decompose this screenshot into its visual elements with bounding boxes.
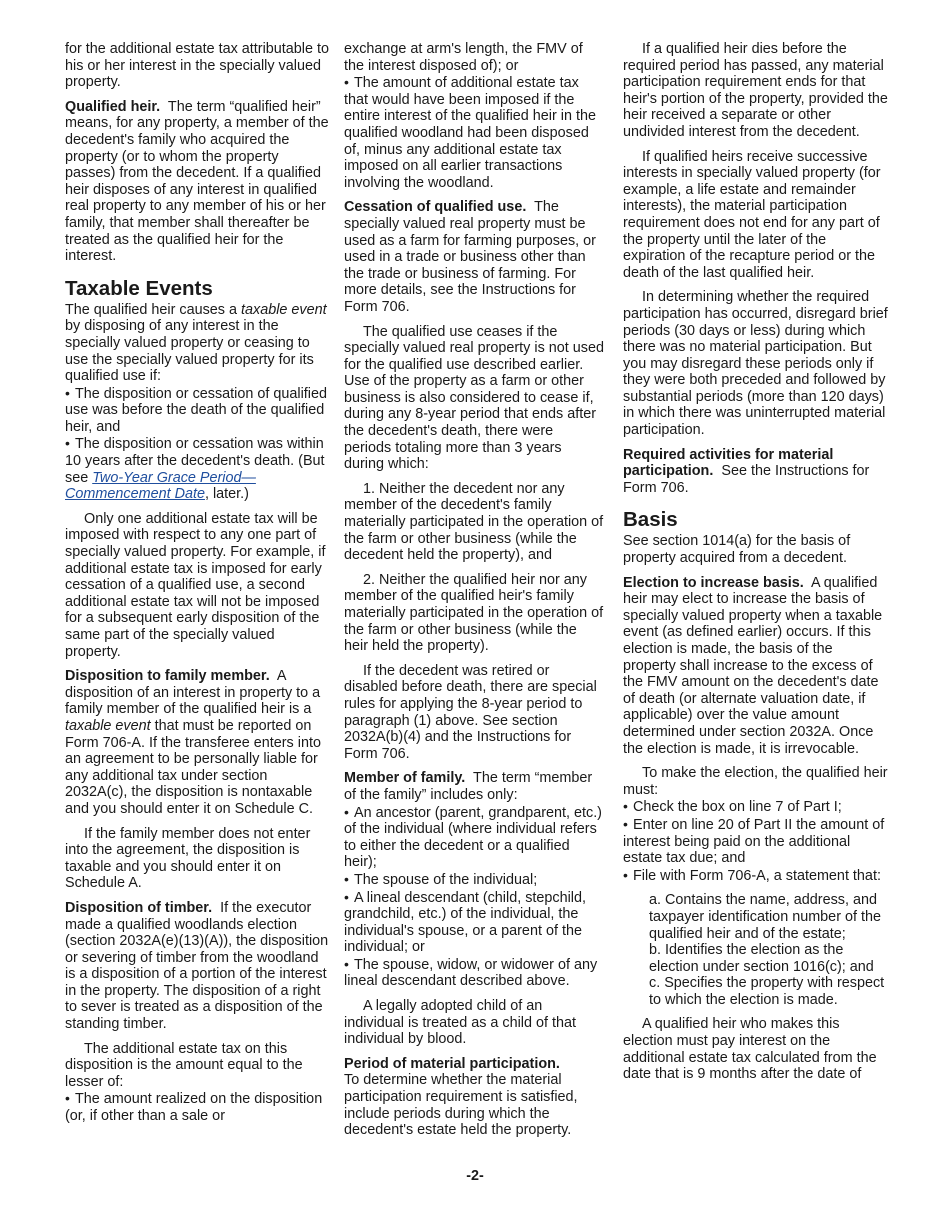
paragraph: for the additional estate tax attributable to his or her interest in the specially valued property.	[65, 41, 329, 91]
run-in-heading: Disposition to family member.	[65, 668, 270, 685]
paragraph: If the family member does not enter into the agreement, the disposition is taxable and you should enter it on Schedule A.	[65, 825, 311, 892]
italic-term: taxable event	[65, 717, 151, 734]
bullet-item: • Check the box on line 7 of Part I;	[623, 798, 888, 816]
paragraph: In determining whether the required participation has occurred, disregard brief periods (30 days or less) during which there was no material participation. But you may disregard these periods only if they were both preceded and followed by substantial periods (more than 120 days) in which there was uninterrupted material participation.	[623, 289, 888, 439]
paragraph-text: If the executor made a qualified woodlands election (section 2032A(e)(13)(A)), the disposition or severing of timber from the woodland is a disposition of a portion of the interest in the property. The disposition of a right to sever is treated as a disposition of the standing timber.	[65, 899, 329, 1033]
paragraph-required-activities	[623, 447, 888, 497]
bullet-item: • The spouse of the individual;	[344, 871, 604, 889]
bullet-item: • File with Form 706-A, a statement that:	[623, 867, 888, 885]
paragraph-text: See the Instructions for Form 706.	[623, 463, 870, 496]
bullet-item: • Enter on line 20 of Part II the amount of interest being paid on the additional estate tax due; and	[623, 816, 888, 867]
text-run: by disposing of any interest in the specially valued property or ceasing to use the specially valued property for its qualified use if:	[65, 318, 314, 385]
paragraph-period	[344, 1056, 604, 1139]
paragraph: The additional estate tax on this disposition is the amount equal to the lesser of:	[65, 1040, 303, 1090]
text-run: The qualified heir causes a	[65, 301, 237, 318]
sub-item: c. Specifies the property with respect to which the election is made.	[649, 975, 885, 1008]
run-in-heading: Period of material participation.	[344, 1055, 560, 1072]
text-run: , later.)	[204, 486, 249, 503]
bullet-item: • The spouse, widow, or widower of any lineal descendant described above.	[344, 956, 604, 990]
run-in-heading: Member of family.	[344, 770, 466, 787]
paragraph-text: The specially valued real property must be used as a farm for farming purposes, or used in a trade or business other than the trade or business of farming. For more details, see the Instructions for Form 706.	[344, 199, 596, 315]
paragraph: Only one additional estate tax will be imposed with respect to any one part of specially valued property. For example, if additional estate tax is imposed for early cessation of a qualified use, a second additional estate tax will not be imposed for a subsequent early disposition of the same part of the specially valued property.	[65, 510, 326, 660]
paragraph-text: The term “qualified heir” means, for any property, a member of the decedent's family who acquired the property (or to whom the property passes) from the decedent. If a qualified heir disposes of any interest in qualified real property to any member of his or her family, that member shall thereafter be treated as the qualified heir for the interest.	[65, 98, 329, 265]
paragraph-member-family	[344, 770, 604, 803]
run-in-heading: Cessation of qualified use.	[344, 199, 527, 216]
paragraph-cessation	[344, 199, 604, 315]
column-3	[623, 41, 888, 1083]
paragraph-text: To determine whether the material participation requirement is satisfied, include periods during which the decedent's estate held the property.	[344, 1072, 578, 1139]
italic-term: taxable event	[241, 301, 327, 318]
paragraph: A legally adopted child of an individual is treated as a child of that individual by blood.	[344, 998, 576, 1048]
paragraph: The qualified use ceases if the specially valued real property is not used for the qualified use described earlier. Use of the property as a farm or other business is also considered to cease if, during any 8-year period that ends after the decedent's death, there were periods totaling more than 3 years during which:	[344, 323, 604, 473]
paragraph-election	[623, 575, 888, 758]
bullet-item: • A lineal descendant (child, stepchild, grandchild, etc.) of the individual, the individual's spouse, or a parent of the individual; or	[344, 889, 604, 956]
column-2	[344, 41, 604, 1139]
link-two-year-grace-period[interactable]: Two-Year Grace Period—Commencement Date	[65, 469, 256, 503]
paragraph: If qualified heirs receive successive interests in specially valued property (for example, a life estate and remainder interests), the material participation requirement does not end for any part of the property until the later of the expiration of the recapture period or the death of the last qualified heir.	[623, 148, 881, 281]
bullet-item: • An ancestor (parent, grandparent, etc.) of the individual (where individual refers to either the decedent or a qualified heir);	[344, 804, 604, 871]
sub-item: a. Contains the name, address, and taxpayer identification number of the qualified heir and of the estate;	[649, 892, 881, 942]
section-heading-taxable-events: Taxable Events	[65, 276, 213, 300]
paragraph: To make the election, the qualified heir must:	[623, 765, 888, 798]
run-in-heading: Election to increase basis.	[623, 574, 804, 591]
text-run: that must be reported on Form 706-A. If the transferee enters into an agreement to be personally liable for any additional tax under section 2032A(c), the disposition is nontaxable and you should enter it on Schedule C.	[65, 717, 321, 817]
bullet-item: • The amount realized on the disposition (or, if other than a sale or	[65, 1090, 330, 1124]
bullet-item: • The disposition or cessation of qualified use was before the death of the qualified heir, and	[65, 385, 330, 436]
text-run: The disposition or cessation was within 10 years after the decedent's death. (But see	[65, 436, 325, 486]
paragraph: exchange at arm's length, the FMV of the interest disposed of); or	[344, 41, 583, 74]
bullet-item: • The amount of additional estate tax that would have been imposed if the entire interest of the qualified heir in the qualified woodland had been disposed of, minus any additional estate tax imposed on all earlier transactions involving the woodland.	[344, 74, 604, 191]
numbered-item: 2. Neither the qualified heir nor any member of the qualified heir's family materially participated in the operation of the farm or other business (while the heir held the property).	[344, 571, 604, 655]
run-in-heading: Disposition of timber.	[65, 899, 213, 916]
paragraph: If a qualified heir dies before the required period has passed, any material participation requirement ends for that heir's portion of the property, provided the heir received a separate or other undivided interest from the decedent.	[623, 41, 888, 140]
numbered-item: 1. Neither the decedent nor any member of the decedent's family materially participated in the operation of the farm or other business (while the decedent held the property), and	[344, 480, 604, 564]
section-heading-basis: Basis	[623, 508, 678, 532]
text-run: A disposition of an interest in property to a family member of the qualified heir is a	[65, 668, 321, 718]
run-in-heading: Qualified heir.	[65, 98, 161, 115]
sub-item: b. Identifies the election as the election under section 1016(c); and	[649, 942, 874, 975]
paragraph-qualified-heir	[65, 99, 330, 265]
paragraph-text: The term “member of the family” includes only:	[344, 770, 593, 803]
paragraph: See section 1014(a) for the basis of property acquired from a decedent.	[623, 533, 851, 567]
paragraph-disposition-timber	[65, 900, 330, 1033]
run-in-heading: Required activities for material participation.	[623, 446, 834, 480]
bullet-item	[65, 435, 330, 502]
paragraph: A qualified heir who makes this election must pay interest on the additional estate tax calculated from the date that is 9 months after the date of	[623, 1016, 877, 1083]
paragraph-taxable-intro	[65, 302, 330, 385]
paragraph: If the decedent was retired or disabled before death, there are special rules for applying the 8-year period to paragraph (1) above. See section 2032A(b)(4) and the Instructions for Form 706.	[344, 662, 597, 762]
paragraph-disposition-family	[65, 668, 330, 817]
page-number: -2-	[466, 1168, 484, 1184]
column-1	[65, 41, 330, 1125]
paragraph-text: A qualified heir may elect to increase the basis of specially valued property when a taxable event (as defined earlier) occurs. If this election is made, the basis of the property shall increase to the excess of the FMV amount on the decedent's date of death (or alternate valuation date, if applicable) over the value amount determined under section 2032A. Once the election is made, it is irrevocable.	[623, 574, 883, 757]
